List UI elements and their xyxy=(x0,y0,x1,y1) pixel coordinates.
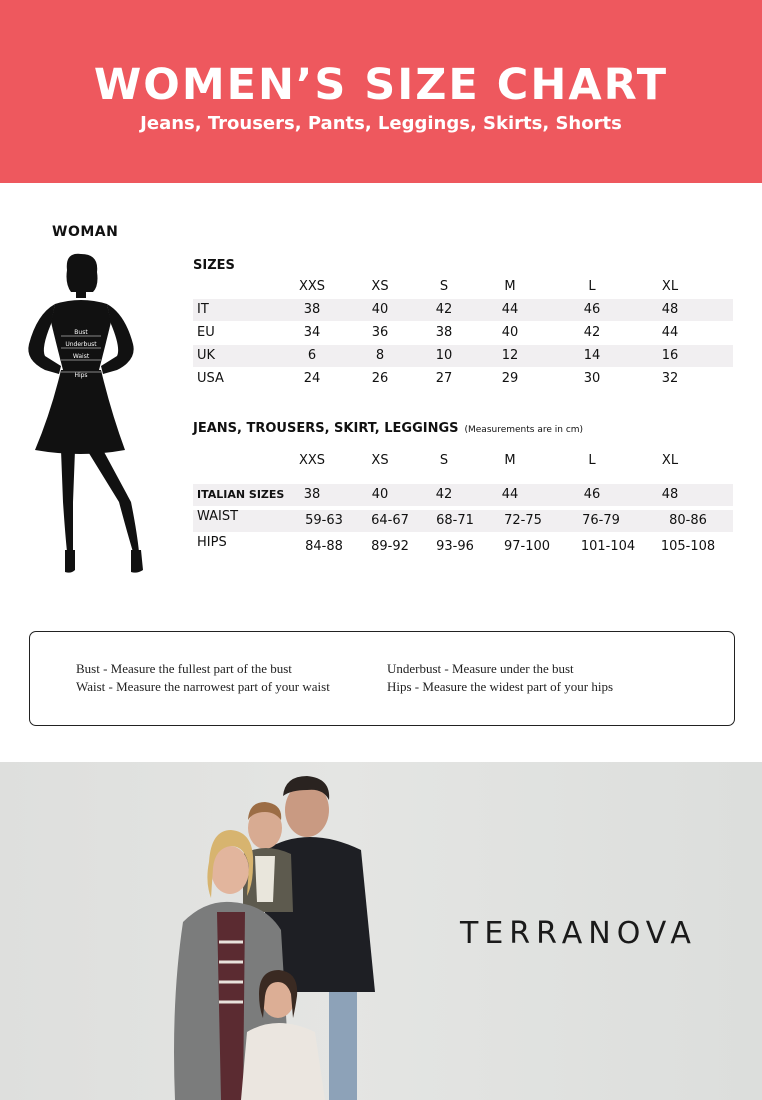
measure-header-row xyxy=(193,450,733,472)
table-cell: 76-79 xyxy=(582,513,620,528)
table-cell: 72-75 xyxy=(504,513,542,528)
bust-mark-label: Bust xyxy=(74,329,88,336)
table-cell: 10 xyxy=(435,348,453,363)
hips-mark-label: Hips xyxy=(74,372,88,379)
table-cell: 38 xyxy=(303,487,321,502)
measure-table-note: (Measurements are in cm) xyxy=(464,425,584,435)
table-cell: 27 xyxy=(435,371,453,386)
table-cell: 44 xyxy=(501,302,519,317)
table-row xyxy=(193,299,733,321)
column-header: XS xyxy=(371,453,389,468)
table-cell: 40 xyxy=(371,487,389,502)
brand-banner xyxy=(0,762,762,1100)
table-row xyxy=(193,484,733,506)
waist-note: Waist - Measure the narrowest part of your waist xyxy=(76,679,330,694)
page-title: WOMEN’S SIZE CHART xyxy=(93,60,669,110)
table-cell: 34 xyxy=(303,325,321,340)
table-cell: 42 xyxy=(435,302,453,317)
table-row xyxy=(193,368,733,390)
column-header: XXS xyxy=(298,453,326,468)
table-row xyxy=(193,345,733,367)
row-label: ITALIAN SIZES xyxy=(197,488,285,501)
page-subtitle: Jeans, Trousers, Pants, Leggings, Skirts, Shorts xyxy=(140,113,622,134)
row-label: EU xyxy=(197,325,215,340)
column-header: M xyxy=(504,453,516,468)
table-cell: 16 xyxy=(661,348,679,363)
table-row xyxy=(193,510,733,532)
table-cell: 42 xyxy=(435,487,453,502)
table-cell: 48 xyxy=(661,487,679,502)
table-cell: 29 xyxy=(501,371,519,386)
brand-logo: TERRANOVA xyxy=(460,916,697,951)
bust-note: Bust - Measure the fullest part of the bust xyxy=(76,661,292,676)
waist-mark-label: Waist xyxy=(72,353,90,360)
table-cell: 38 xyxy=(435,325,453,340)
sizes-table-title: SIZES xyxy=(193,258,235,273)
measure-table-title xyxy=(193,421,583,436)
measure-table-title-text: JEANS, TROUSERS, SKIRT, LEGGINGS xyxy=(193,421,459,436)
column-header: S xyxy=(439,279,449,294)
table-cell: 26 xyxy=(371,371,389,386)
table-cell: 40 xyxy=(371,302,389,317)
table-cell: 48 xyxy=(661,302,679,317)
table-cell: 24 xyxy=(303,371,321,386)
measurement-notes-box xyxy=(29,631,735,726)
table-cell: 84-88 xyxy=(305,539,343,554)
table-cell: 64-67 xyxy=(371,513,409,528)
table-cell: 97-100 xyxy=(503,539,551,554)
table-cell: 89-92 xyxy=(371,539,409,554)
family-photo xyxy=(165,762,395,1100)
table-cell: 30 xyxy=(583,371,601,386)
table-cell: 68-71 xyxy=(436,513,474,528)
table-cell: 36 xyxy=(371,325,389,340)
table-cell: 44 xyxy=(661,325,679,340)
table-cell: 8 xyxy=(375,348,385,363)
table-cell: 101-104 xyxy=(580,539,636,554)
table-row xyxy=(193,322,733,344)
row-label: WAIST xyxy=(197,509,239,524)
table-cell: 93-96 xyxy=(436,539,474,554)
column-header: XS xyxy=(371,279,389,294)
column-header: L xyxy=(588,453,596,468)
table-cell: 42 xyxy=(583,325,601,340)
measurements-table xyxy=(193,450,733,560)
row-label: UK xyxy=(197,348,216,363)
underbust-note: Underbust - Measure under the bust xyxy=(387,661,574,676)
sizes-table xyxy=(193,276,733,391)
table-cell: 38 xyxy=(303,302,321,317)
hips-note: Hips - Measure the widest part of your hips xyxy=(387,679,614,694)
table-cell: 6 xyxy=(307,348,317,363)
row-label: USA xyxy=(197,371,224,386)
table-cell: 40 xyxy=(501,325,519,340)
table-cell: 46 xyxy=(583,487,601,502)
table-cell: 12 xyxy=(501,348,519,363)
table-cell: 80-86 xyxy=(669,513,707,528)
figure-label: WOMAN xyxy=(52,224,119,240)
table-row xyxy=(193,536,733,558)
row-label: HIPS xyxy=(197,535,227,550)
column-header: S xyxy=(439,453,449,468)
table-cell: 32 xyxy=(661,371,679,386)
header-banner xyxy=(0,0,762,183)
column-header: L xyxy=(588,279,596,294)
table-cell: 105-108 xyxy=(660,539,716,554)
table-cell: 44 xyxy=(501,487,519,502)
column-header: XL xyxy=(661,279,679,294)
woman-silhouette-icon xyxy=(15,252,155,577)
column-header: M xyxy=(504,279,516,294)
row-label: IT xyxy=(197,302,209,317)
underbust-mark-label: Underbust xyxy=(65,341,97,348)
table-cell: 46 xyxy=(583,302,601,317)
sizes-header-row xyxy=(193,276,733,298)
table-cell: 59-63 xyxy=(305,513,343,528)
column-header: XL xyxy=(661,453,679,468)
table-cell: 14 xyxy=(583,348,601,363)
column-header: XXS xyxy=(298,279,326,294)
